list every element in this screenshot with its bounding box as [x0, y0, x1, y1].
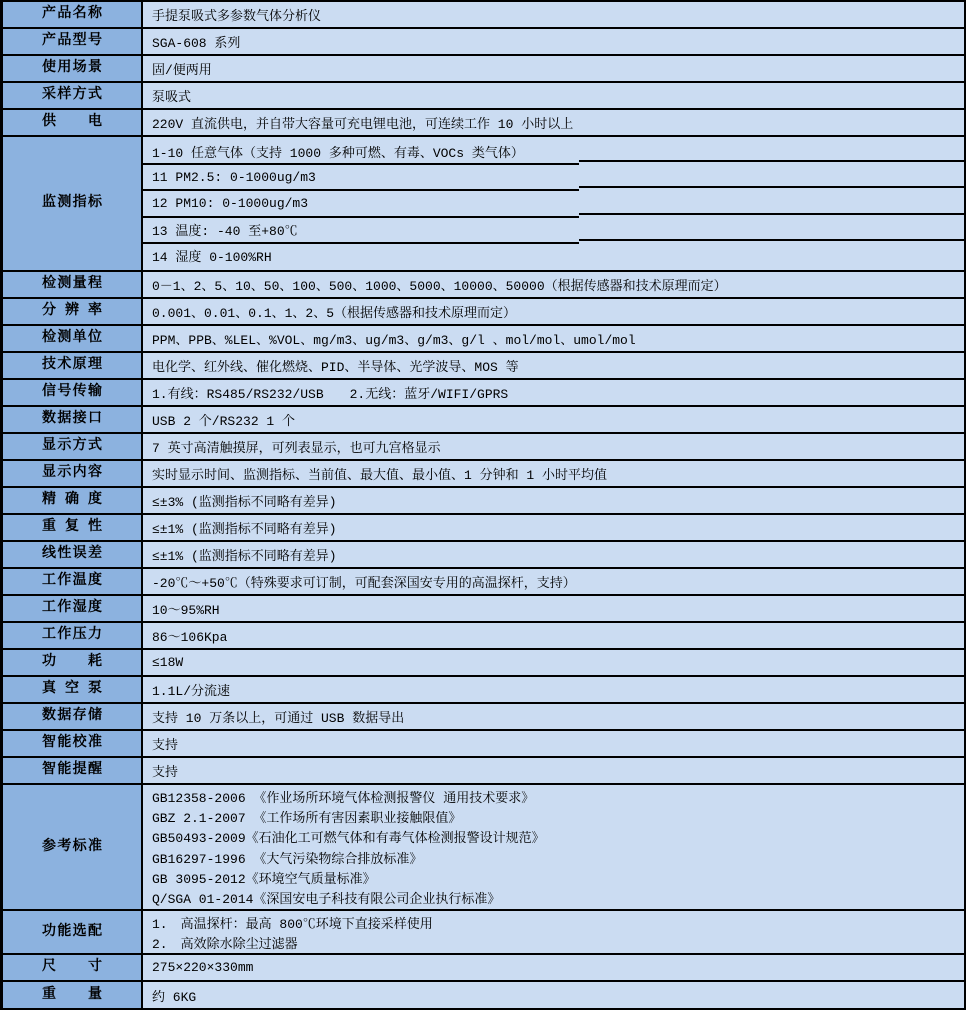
row-label-text: 功能选配 — [42, 923, 102, 940]
cell-text: 2. 高效除水除尘过滤器 — [152, 936, 298, 952]
value-line — [152, 888, 964, 908]
row-label — [3, 596, 143, 621]
row-label-text: 智能校准 — [42, 735, 102, 752]
row-label — [3, 2, 143, 27]
indicator-subrow — [152, 138, 964, 164]
row-label-text: 产品型号 — [42, 33, 102, 50]
row-label-text: 检测单位 — [42, 330, 102, 347]
spec-row — [3, 299, 964, 326]
row-value — [143, 83, 964, 108]
row-label — [3, 731, 143, 756]
cell-text: ≤±1% (监测指标不同略有差异) — [152, 522, 337, 537]
cell-text: SGA-608 系列 — [152, 36, 241, 51]
cell-text: 电化学、红外线、催化燃烧、PID、半导体、光学波导、MOS 等 — [152, 360, 519, 375]
row-value — [143, 110, 964, 135]
row-value — [143, 29, 964, 54]
spec-row — [3, 704, 964, 731]
indicator-subrow — [152, 164, 964, 190]
row-value — [143, 434, 964, 459]
spec-row — [3, 2, 964, 29]
cell-text: 1.1L/分流速 — [152, 684, 231, 699]
row-label-text: 参考标准 — [42, 838, 102, 855]
cell-text: 14 湿度 0-100%RH — [152, 250, 272, 266]
spec-row — [3, 785, 964, 911]
row-value — [143, 982, 964, 1008]
row-label-text: 采样方式 — [42, 87, 102, 104]
row-value — [143, 596, 964, 621]
cell-text: ≤±1% (监测指标不同略有差异) — [152, 549, 337, 564]
cell-text: 11 PM2.5: 0-1000ug/m3 — [152, 169, 316, 185]
cell-text: 1.有线：RS485/RS232/USB 2.无线：蓝牙/WIFI/GPRS — [152, 387, 509, 402]
row-value — [143, 380, 964, 405]
spec-row — [3, 542, 964, 569]
cell-text: 0.001、0.01、0.1、1、2、5（根据传感器和技术原理而定） — [152, 306, 517, 321]
row-label — [3, 911, 143, 953]
value-line — [152, 932, 964, 952]
value-line — [152, 912, 964, 932]
row-label-text: 信号传输 — [42, 384, 102, 401]
row-label-text: 线性误差 — [42, 546, 102, 563]
cell-text: 实时显示时间、监测指标、当前值、最大值、最小值、1 分钟和 1 小时平均值 — [152, 468, 608, 483]
spec-row — [3, 110, 964, 137]
spec-row — [3, 83, 964, 110]
row-label-text: 精确度 — [42, 492, 102, 509]
cell-text: 13 温度: -40 至+80℃ — [152, 224, 298, 240]
cell-text: GB12358-2006 《作业场所环境气体检测报警仪 通用技术要求》 — [152, 790, 535, 806]
spec-row — [3, 758, 964, 785]
cell-text: GB50493-2009《石油化工可燃气体和有毒气体检测报警设计规范》 — [152, 831, 545, 847]
value-line — [152, 847, 964, 867]
spec-row — [3, 515, 964, 542]
cell-text: 7 英寸高清触摸屏，可列表显示，也可九宫格显示 — [152, 441, 441, 456]
row-label — [3, 299, 143, 324]
value-line — [152, 786, 964, 806]
row-label-text: 供电 — [42, 114, 102, 131]
row-label-text: 工作湿度 — [42, 600, 102, 617]
row-label — [3, 704, 143, 729]
cell-text: 手提泵吸式多参数气体分析仪 — [152, 9, 322, 24]
row-label-text: 检测量程 — [42, 276, 102, 293]
row-label — [3, 982, 143, 1008]
row-value — [143, 785, 964, 909]
row-value — [143, 650, 964, 675]
cell-text: 固/便两用 — [152, 63, 212, 78]
row-label — [3, 137, 143, 270]
row-value — [143, 137, 964, 270]
row-label — [3, 623, 143, 648]
row-label — [3, 488, 143, 513]
row-value — [143, 569, 964, 594]
cell-text: 220V 直流供电，并自带大容量可充电锂电池，可连续工作 10 小时以上 — [152, 117, 574, 132]
row-label — [3, 83, 143, 108]
spec-row — [3, 677, 964, 704]
cell-text: 86～106Kpa — [152, 630, 228, 645]
row-label-text: 功耗 — [42, 654, 102, 671]
row-label — [3, 326, 143, 351]
row-label — [3, 29, 143, 54]
spec-row — [3, 137, 964, 272]
cell-text: ≤±3% (监测指标不同略有差异) — [152, 495, 337, 510]
row-value — [143, 677, 964, 702]
row-label — [3, 542, 143, 567]
spec-row — [3, 380, 964, 407]
cell-text: GB16297-1996 《大气污染物综合排放标准》 — [152, 851, 423, 867]
cell-text: 支持 10 万条以上，可通过 USB 数据导出 — [152, 711, 405, 726]
spec-row — [3, 407, 964, 434]
cell-text: 约 6KG — [152, 989, 197, 1005]
spec-row — [3, 272, 964, 299]
row-label — [3, 461, 143, 486]
spec-row — [3, 488, 964, 515]
cell-text: Q/SGA 01-2014《深国安电子科技有限公司企业执行标准》 — [152, 892, 501, 908]
cell-text: 1. 高温探杆：最高 800℃环境下直接采样使用 — [152, 916, 433, 932]
cell-text: 支持 — [152, 765, 179, 780]
indicator-subrow — [152, 217, 964, 243]
row-value — [143, 353, 964, 378]
row-label-text: 数据接口 — [42, 411, 102, 428]
row-value — [143, 2, 964, 27]
cell-text: GB 3095-2012《环境空气质量标准》 — [152, 871, 376, 887]
row-label-text: 分辨率 — [42, 303, 102, 320]
row-label-text: 重复性 — [42, 519, 102, 536]
row-label — [3, 677, 143, 702]
row-value — [143, 515, 964, 540]
row-value — [143, 461, 964, 486]
row-label — [3, 785, 143, 909]
cell-text: ≤18W — [152, 655, 184, 670]
row-label — [3, 650, 143, 675]
indicator-subrow — [152, 243, 964, 269]
row-label-text: 使用场景 — [42, 60, 102, 77]
cell-text: 10～95%RH — [152, 603, 220, 618]
spec-row — [3, 326, 964, 353]
indicator-subrow — [152, 190, 964, 216]
row-label-text: 真空泵 — [42, 681, 102, 698]
value-line — [152, 827, 964, 847]
row-value — [143, 56, 964, 81]
row-label — [3, 407, 143, 432]
spec-row — [3, 434, 964, 461]
row-value — [143, 758, 964, 783]
row-label-text: 监测指标 — [42, 195, 102, 212]
row-value — [143, 542, 964, 567]
spec-row — [3, 29, 964, 56]
row-value — [143, 326, 964, 351]
cell-text: PPM、PPB、%LEL、%VOL、mg/m3、ug/m3、g/m3、g/l 、mol/mol、umol/mol — [152, 333, 636, 348]
row-label-text: 数据存储 — [42, 708, 102, 725]
row-value — [143, 955, 964, 980]
cell-text: GBZ 2.1-2007 《工作场所有害因素职业接触限值》 — [152, 810, 462, 826]
spec-row — [3, 911, 964, 955]
row-value — [143, 272, 964, 297]
cell-text: 275×220×330mm — [152, 960, 254, 975]
row-value — [143, 623, 964, 648]
cell-text: USB 2 个/RS232 1 个 — [152, 414, 296, 429]
row-value — [143, 488, 964, 513]
spec-row — [3, 955, 964, 982]
value-line — [152, 806, 964, 826]
row-label-text: 工作温度 — [42, 573, 102, 590]
row-label-text: 技术原理 — [42, 357, 102, 374]
row-label — [3, 569, 143, 594]
cell-text: 1-10 任意气体（支持 1000 多种可燃、有毒、VOCs 类气体） — [152, 145, 524, 161]
spec-row — [3, 596, 964, 623]
spec-row — [3, 569, 964, 596]
cell-text: -20℃～+50℃（特殊要求可订制，可配套深国安专用的高温探杆，支持） — [152, 576, 576, 591]
row-label-text: 智能提醒 — [42, 762, 102, 779]
row-label — [3, 353, 143, 378]
spec-row — [3, 623, 964, 650]
row-label-text: 尺寸 — [42, 959, 102, 976]
row-value — [143, 407, 964, 432]
value-line — [152, 867, 964, 887]
row-value — [143, 911, 964, 953]
spec-row — [3, 650, 964, 677]
spec-row — [3, 461, 964, 488]
cell-text: 12 PM10: 0-1000ug/m3 — [152, 196, 309, 211]
cell-text: 泵吸式 — [152, 90, 192, 105]
row-label — [3, 56, 143, 81]
spec-row — [3, 982, 964, 1008]
row-label-text: 重量 — [42, 986, 102, 1003]
row-label — [3, 758, 143, 783]
spec-row — [3, 731, 964, 758]
row-label-text: 产品名称 — [42, 6, 102, 23]
row-label-text: 显示内容 — [42, 465, 102, 482]
row-label — [3, 380, 143, 405]
row-label — [3, 110, 143, 135]
row-label — [3, 955, 143, 980]
spec-row — [3, 56, 964, 83]
spec-row — [3, 353, 964, 380]
cell-text: 0－1、2、5、10、50、100、500、1000、5000、10000、50000（根据传感器和技术原理而定） — [152, 279, 727, 294]
row-value — [143, 704, 964, 729]
row-label — [3, 272, 143, 297]
row-label — [3, 434, 143, 459]
row-value — [143, 731, 964, 756]
row-label — [3, 515, 143, 540]
row-label-text: 显示方式 — [42, 438, 102, 455]
cell-text: 支持 — [152, 738, 179, 753]
row-value — [143, 299, 964, 324]
row-label-text: 工作压力 — [42, 627, 102, 644]
